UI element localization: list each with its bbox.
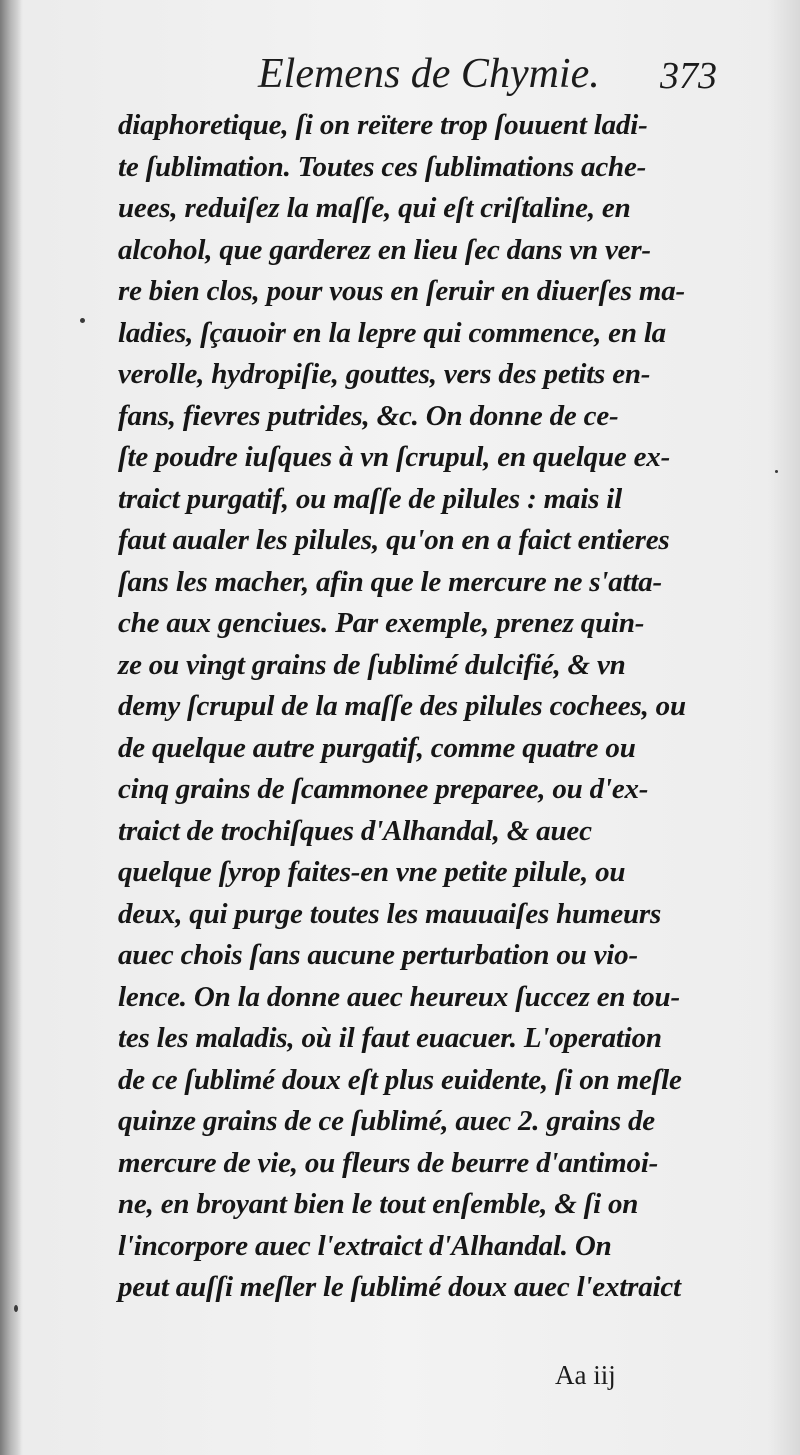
text-line: ne, en broyant bien le tout enſemble, & ſi on (118, 1188, 639, 1220)
page-header (0, 50, 800, 106)
text-line: verolle, hydropiſie, gouttes, vers des petits en- (118, 358, 651, 390)
gutter-shadow (0, 0, 22, 1455)
running-title: Elemens de Chymie. (258, 51, 600, 97)
body-text (118, 105, 738, 1309)
text-line: traict de trochiſques d'Alhandal, & auec (118, 814, 592, 847)
page-number: 373 (660, 55, 717, 97)
text-line: cinq grains de ſcammonee preparee, ou d'ex- (118, 773, 649, 805)
text-line: diaphoretique, ſi on reïtere trop ſouuent ladi- (118, 109, 648, 141)
text-line: ſans les macher, afin que le mercure ne s'atta- (118, 565, 663, 598)
text-line: ze ou vingt grains de ſublimé dulcifié, & vn (118, 648, 626, 681)
text-line: ladies, ſçauoir en la lepre qui commence, en la (118, 316, 666, 349)
text-line: alcohol, que garderez en lieu ſec dans vn ver- (118, 233, 651, 266)
text-line: peut auſſi meſler le ſublimé doux auec l'extraict (118, 1271, 681, 1303)
text-line: auec chois ſans aucune perturbation ou vio- (118, 939, 638, 971)
text-line: de quelque autre purgatif, comme quatre ou (118, 731, 636, 764)
text-line: ſte poudre iuſques à vn ſcrupul, en quelque ex- (118, 441, 671, 473)
text-line: quinze grains de ce ſublimé, auec 2. grains de (118, 1105, 655, 1137)
text-line: deux, qui purge toutes les mauuaiſes humeurs (118, 897, 662, 930)
text-line: tes les maladis, où il faut euacuer. L'operation (118, 1022, 662, 1054)
text-line: te ſublimation. Toutes ces ſublimations ache- (118, 150, 647, 183)
text-line: lence. On la donne auec heureux ſuccez en tou- (118, 980, 680, 1013)
text-line: faut aualer les pilules, qu'on en a faict entieres (118, 524, 670, 556)
ink-speck (775, 470, 778, 473)
text-line: l'incorpore auec l'extraict d'Alhandal. On (118, 1229, 612, 1262)
ink-speck (80, 318, 85, 323)
text-line: demy ſcrupul de la maſſe des pilules cochees, ou (118, 690, 686, 722)
text-line: fans, fievres putrides, &c. On donne de ce- (118, 399, 619, 432)
text-line: che aux genciues. Par exemple, prenez quin- (118, 607, 645, 639)
signature-mark: Aa iij (555, 1360, 616, 1390)
text-line: quelque ſyrop faites-en vne petite pilule, ou (118, 856, 626, 888)
ink-speck (14, 1305, 18, 1312)
text-line: mercure de vie, ou fleurs de beurre d'antimoi- (118, 1146, 659, 1179)
text-line: de ce ſublimé doux eſt plus euidente, ſi on meſle (118, 1063, 682, 1096)
text-line: uees, reduiſez la maſſe, qui eſt criſtaline, en (118, 192, 631, 224)
text-line: traict purgatif, ou maſſe de pilules : mais il (118, 482, 622, 515)
text-line: re bien clos, pour vous en ſeruir en diuerſes ma- (118, 275, 685, 307)
